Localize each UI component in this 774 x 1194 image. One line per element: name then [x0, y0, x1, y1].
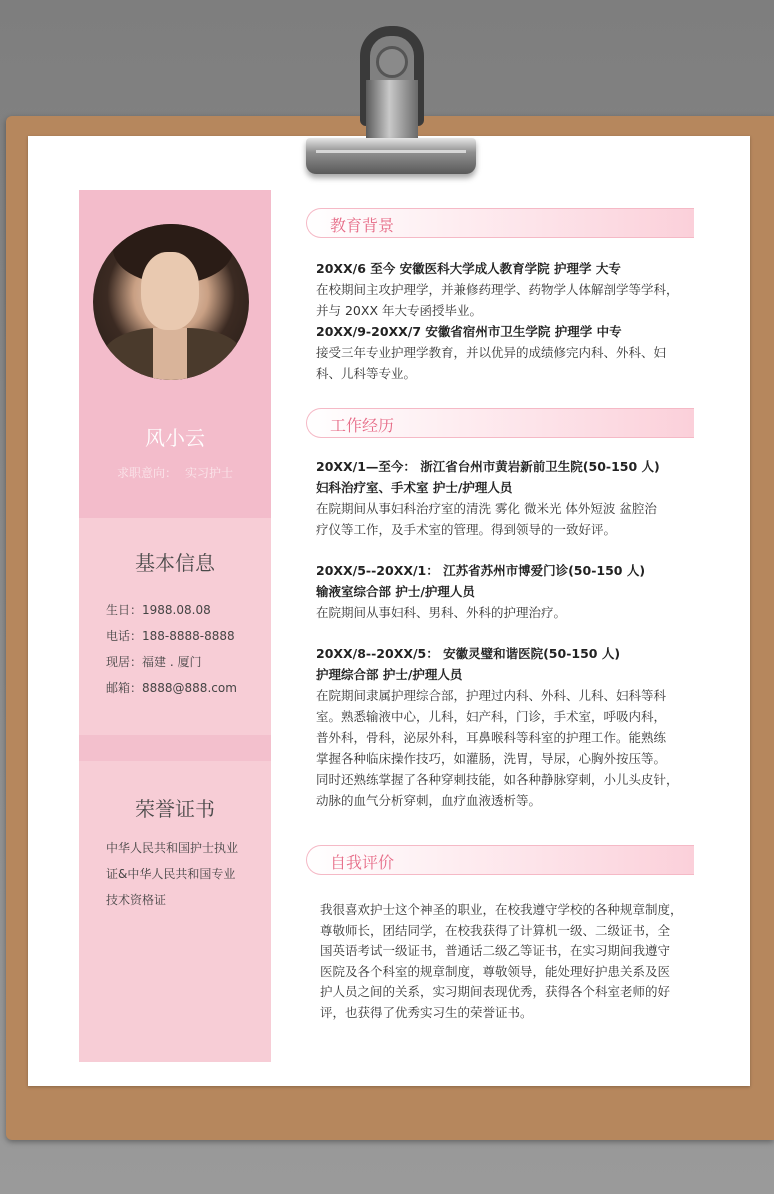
self-eval-line: 尊敬师长，团结同学，在校我获得了计算机一级、二级证书，全 [320, 922, 671, 938]
honor-line: 技术资格证 [106, 893, 167, 907]
self-eval-text [320, 900, 692, 1023]
work-entry-subtitle: 护理综合部 护士/护理人员 [316, 667, 463, 682]
work-entry-line: 同时还熟练掌握了各种穿刺技能，如各种静脉穿刺，小儿头皮针， [316, 772, 679, 787]
self-eval-section-header [306, 845, 694, 875]
profile-name: 风小云 [145, 426, 205, 450]
work-entry-line: 室。熟悉输液中心，儿科，妇产科，门诊，手术室，呼吸内科， [316, 709, 667, 724]
work-entry-line: 疗仪等工作，及手术室的管理。得到领导的一致好评。 [316, 522, 617, 537]
job-intent-label: 求职意向： [116, 466, 177, 480]
honor-line: 证&中华人民共和国专业 [106, 867, 236, 881]
education-entry-title: 20XX/6 至今 安徽医科大学成人教育学院 护理学 大专 [316, 261, 621, 276]
education-entry-line: 并与 20XX 年大专函授毕业。 [316, 303, 482, 318]
honor-heading: 荣誉证书 [135, 797, 215, 821]
education-entries [316, 258, 688, 384]
work-section-header [306, 408, 694, 438]
work-entry-1 [316, 456, 688, 540]
honor-line: 中华人民共和国护士执业 [106, 841, 239, 855]
education-entry-line: 在校期间主攻护理学，并兼修药理学、药物学人体解剖学等学科， [316, 282, 679, 297]
birth-info: 生日：1988.08.08 [106, 603, 211, 617]
work-entry-subtitle: 妇科治疗室、手术室 护士/护理人员 [316, 480, 513, 495]
sidebar-divider-band [79, 735, 271, 761]
work-entry-3 [316, 643, 688, 811]
job-intent-value: 实习护士 [185, 466, 234, 480]
work-entry-line: 在院期间从事妇科、男科、外科的护理治疗。 [316, 605, 567, 620]
work-entry-title: 20XX/8--20XX/5： 安徽灵璧和谐医院(50-150 人) [316, 646, 621, 661]
phone-info: 电话：188-8888-8888 [106, 629, 235, 643]
education-section-header [306, 208, 694, 238]
work-entry-line: 在院期间从事妇科治疗室的清洗 雾化 微米光 体外短波 盆腔治 [316, 501, 657, 516]
work-entry-line: 掌握各种临床操作技巧，如灌肠，洗胃，导尿，心胸外按压等。 [316, 751, 667, 766]
self-eval-heading: 自我评价 [330, 853, 395, 872]
binder-clip-arm [366, 80, 418, 140]
avatar [93, 224, 249, 380]
work-entry-2 [316, 560, 688, 623]
basic-info-heading: 基本信息 [135, 551, 215, 575]
self-eval-line: 护人员之间的关系，实习期间表现优秀，获得各个科室老师的好 [320, 984, 671, 999]
honor-list [106, 835, 256, 913]
work-entry-title: 20XX/1—至今： 浙江省台州市黄岩新前卫生院(50-150 人) [316, 459, 660, 474]
address-info: 现居：福建 . 厦门 [106, 655, 202, 669]
education-entry-title: 20XX/9-20XX/7 安徽省宿州市卫生学院 护理学 中专 [316, 324, 622, 339]
binder-clip-hole [376, 46, 408, 78]
education-entry-line: 科、儿科等专业。 [316, 366, 417, 381]
work-entry-title: 20XX/5--20XX/1： 江苏省苏州市博爱门诊(50-150 人) [316, 563, 646, 578]
self-eval-line: 评，也获得了优秀实习生的荣誉证书。 [320, 1004, 533, 1020]
binder-clip-highlight [316, 150, 466, 153]
work-entry-line: 普外科，骨科，泌尿外科，耳鼻喉科等科室的护理工作。能熟练 [316, 730, 667, 745]
work-entry-line: 动脉的血气分析穿刺，血疗血液透析等。 [316, 793, 542, 808]
work-heading: 工作经历 [330, 416, 395, 435]
email-info: 邮箱：8888@888.com [106, 681, 237, 695]
sidebar [79, 190, 271, 1062]
work-entry-line: 在院期间隶属护理综合部，护理过内科、外科、儿科、妇科等科 [316, 688, 667, 703]
binder-clip-base [306, 138, 476, 174]
education-entry-line: 接受三年专业护理学教育，并以优异的成绩修完内科、外科、妇 [316, 345, 667, 360]
self-eval-line: 国英语考试一级证书，普通话二级乙等证书，在实习期间我遵守 [320, 943, 671, 958]
work-entry-subtitle: 输液室综合部 护士/护理人员 [316, 584, 475, 599]
job-intent [79, 464, 271, 481]
self-eval-line: 医院及各个科室的规章制度，尊敬领导，能处理好护患关系及医 [320, 963, 671, 979]
self-eval-line: 我很喜欢护士这个神圣的职业，在校我遵守学校的各种规章制度， [320, 902, 683, 917]
education-heading: 教育背景 [330, 216, 395, 235]
